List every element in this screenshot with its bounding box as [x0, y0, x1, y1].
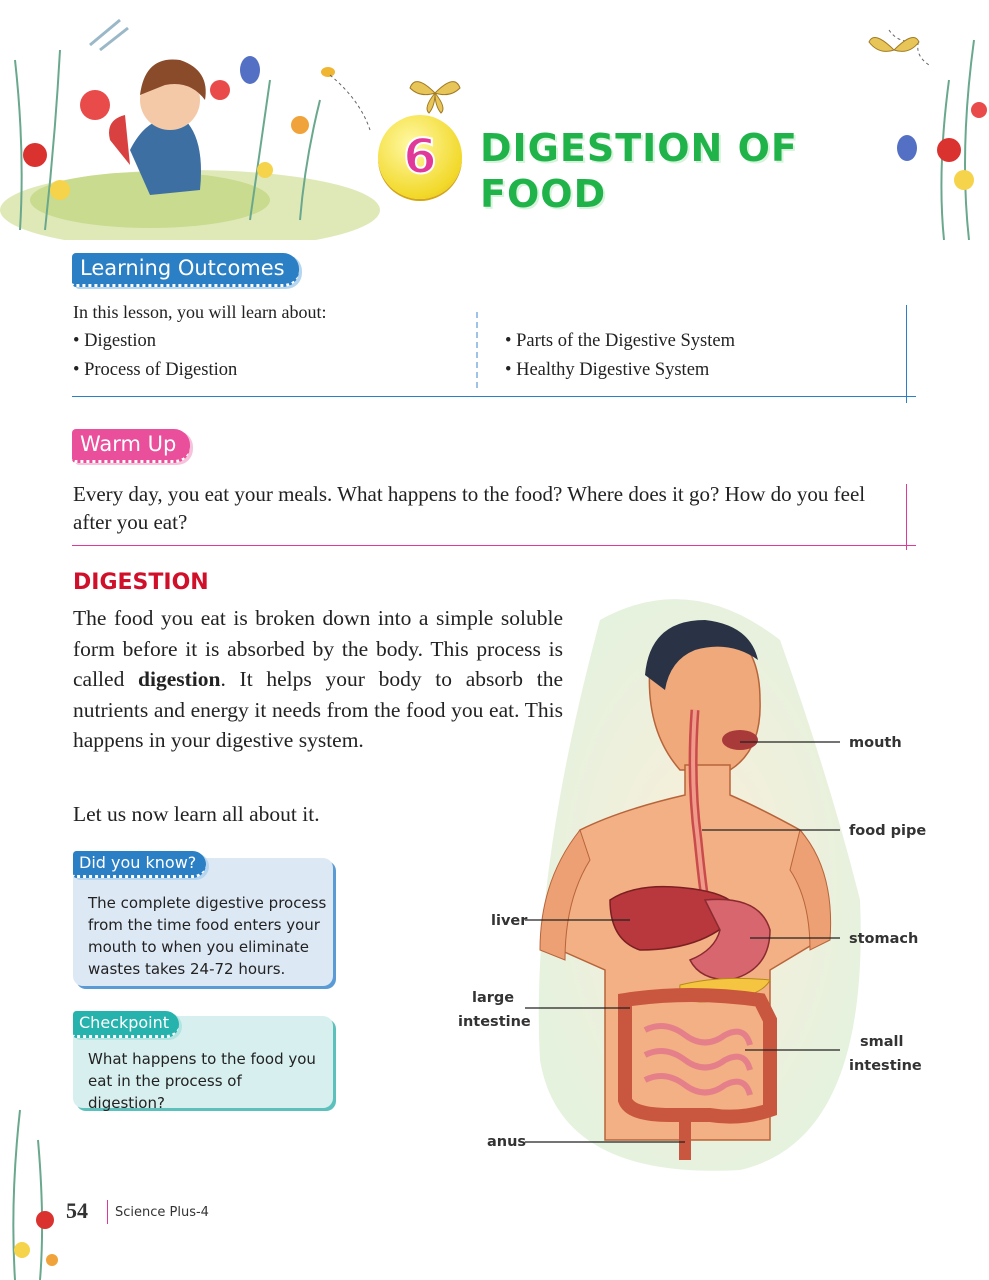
label-mouth: mouth: [849, 735, 902, 751]
label-large-intestine-1: large: [472, 990, 515, 1006]
page-number: 54: [66, 1198, 88, 1223]
label-small-intestine-2: intestine: [849, 1058, 922, 1074]
learning-outcomes-intro: In this lesson, you will learn about:: [73, 302, 327, 322]
learning-outcomes-right-list: [505, 327, 735, 385]
flower-border-illustration: [0, 1100, 75, 1280]
label-liver: liver: [491, 913, 528, 929]
label-food-pipe: food pipe: [849, 823, 927, 839]
chapter-title-line2: FOOD: [480, 172, 607, 216]
digestion-next-line: Let us now learn all about it.: [73, 802, 320, 826]
label-anus: anus: [487, 1134, 527, 1150]
list-item: • Process of Digestion: [73, 360, 238, 380]
book-title: Science Plus-4: [115, 1205, 209, 1220]
warm-up-label: Warm Up: [72, 429, 190, 463]
list-item: • Parts of the Digestive System: [505, 331, 735, 351]
butterfly-icon: [405, 68, 465, 118]
list-item: • Digestion: [73, 331, 157, 351]
section-rule: [906, 305, 907, 403]
warm-up-text: Every day, you eat your meals. What happens to the food? Where does it go? How do you feel after you eat?: [73, 482, 866, 534]
label-small-intestine-1: small: [860, 1034, 904, 1050]
section-heading: DIGESTION: [73, 570, 209, 595]
section-rule: [72, 545, 916, 546]
checkpoint-text: What happens to the food you eat in the process of digestion?: [88, 1050, 316, 1112]
footer-divider: [107, 1200, 108, 1224]
learning-outcomes-label: Learning Outcomes: [72, 253, 299, 287]
chapter-number: 6: [403, 129, 437, 185]
checkpoint-label: Checkpoint: [73, 1011, 179, 1038]
did-you-know-text: The complete digestive process from the time food enters your mouth to when you eliminate wastes takes 24-72 hours.: [88, 894, 327, 978]
list-item: • Healthy Digestive System: [505, 360, 710, 380]
paragraph-text: . It helps your body to absorb the nutrients and energy it needs from the food you eat. This happens in your digestive system.: [73, 667, 563, 752]
chapter-title-line1: DIGESTION OF: [480, 126, 798, 170]
learning-outcomes-left-list: [73, 327, 237, 385]
digestive-system-diagram: [440, 580, 940, 1180]
section-rule: [906, 484, 907, 550]
girl-garden-illustration: [0, 0, 380, 240]
section-rule: [72, 396, 916, 397]
label-stomach: stomach: [849, 931, 919, 947]
label-large-intestine-2: intestine: [458, 1014, 531, 1030]
chapter-title: [480, 125, 860, 217]
paragraph-text: The food you eat is broken down into a simple soluble form before it is absorbed by the body. This process is called: [73, 606, 563, 691]
did-you-know-label: Did you know?: [73, 851, 206, 878]
key-term: digestion: [138, 667, 221, 691]
column-divider: [476, 312, 478, 388]
